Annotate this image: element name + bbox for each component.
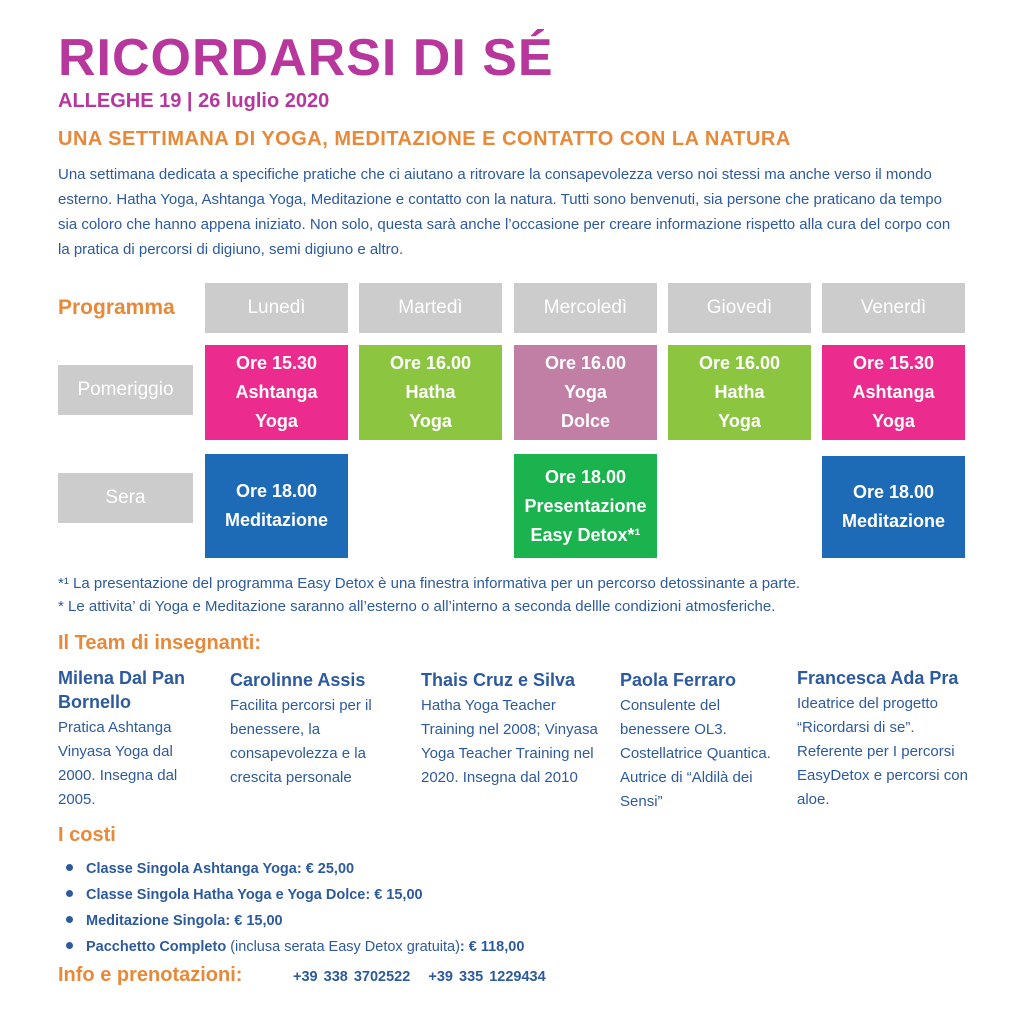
member-name: Milena Dal Pan Bornello bbox=[58, 668, 186, 712]
team-title: Il Team di insegnanti: bbox=[58, 632, 261, 654]
slot-friday-afternoon bbox=[822, 345, 965, 440]
slot-time: Ore 18.00 bbox=[852, 482, 935, 502]
slot-time: Ore 15.30 bbox=[852, 353, 935, 373]
bullet-icon bbox=[66, 864, 73, 871]
page-title: RICORDARSI DI SÉ bbox=[58, 29, 554, 87]
team-member bbox=[797, 666, 973, 812]
slot-time: Ore 16.00 bbox=[544, 353, 627, 373]
slot-monday-evening bbox=[205, 454, 348, 558]
day-header-thursday: Giovedì bbox=[668, 283, 811, 333]
list-item: Classe Singola Ashtanga Yoga: € 25,00 bbox=[66, 856, 524, 882]
slot-time: Ore 16.00 bbox=[389, 353, 472, 373]
slot-time: Ore 16.00 bbox=[698, 353, 781, 373]
member-description: Facilita percorsi per il benessere, la consapevolezza e la crescita personale bbox=[230, 697, 372, 786]
member-name: Paola Ferraro bbox=[620, 670, 737, 690]
slot-wednesday-afternoon bbox=[514, 345, 657, 440]
bullet-icon bbox=[66, 890, 73, 897]
member-description: Hatha Yoga Teacher Training nel 2008; Vinyasa Yoga Teacher Training nel 2020. Insegna dal 2010 bbox=[421, 697, 598, 786]
member-description: Pratica Ashtanga Vinyasa Yoga dal 2000. Insegna dal 2005. bbox=[58, 719, 178, 808]
slot-line: Hatha bbox=[714, 382, 765, 402]
slot-line: Yoga bbox=[255, 411, 298, 431]
slot-line: Yoga bbox=[564, 382, 607, 402]
slot-line: Presentazione bbox=[524, 495, 647, 516]
team-member bbox=[230, 668, 400, 790]
slot-line: Easy Detox*¹ bbox=[530, 524, 641, 545]
member-name: Francesca Ada Pra bbox=[797, 668, 959, 688]
slot-time: Ore 15.30 bbox=[235, 353, 318, 373]
team-member bbox=[58, 666, 206, 812]
info-label: Info e prenotazioni: bbox=[58, 964, 243, 986]
phone-numbers[interactable]: +39 338 3702522 +39 335 1229434 bbox=[293, 969, 546, 985]
costs-title: I costi bbox=[58, 824, 116, 846]
footnote-weather: * Le attivita’ di Yoga e Meditazione saranno all’esterno o all’interno a seconda dellle condizioni atmosferiche. bbox=[58, 598, 776, 615]
list-item: Classe Singola Hatha Yoga e Yoga Dolce: € 15,00 bbox=[66, 882, 524, 908]
day-header-friday: Venerdì bbox=[822, 283, 965, 333]
slot-line: Meditazione bbox=[841, 511, 945, 531]
program-label: Programma bbox=[58, 296, 175, 319]
day-header-tuesday: Martedì bbox=[359, 283, 502, 333]
slot-line: Ashtanga bbox=[852, 382, 935, 402]
slot-line: Meditazione bbox=[224, 510, 328, 530]
member-description: Ideatrice del progetto “Ricordarsi di se”. Referente per I percorsi EasyDetox e percorsi con aloe. bbox=[797, 695, 968, 808]
event-subtitle: ALLEGHE 19 | 26 luglio 2020 bbox=[58, 90, 330, 112]
slot-tuesday-afternoon bbox=[359, 345, 502, 440]
slot-line: Hatha bbox=[405, 382, 456, 402]
team-member bbox=[421, 668, 601, 790]
slot-line: Dolce bbox=[560, 411, 611, 431]
member-name: Thais Cruz e Silva bbox=[421, 670, 576, 690]
costs-list bbox=[66, 856, 524, 960]
member-name: Carolinne Assis bbox=[230, 670, 366, 690]
list-item: Meditazione Singola: € 15,00 bbox=[66, 908, 524, 934]
footnote-detox: *¹ La presentazione del programma Easy Detox è una finestra informativa per un percorso detossinante a parte. bbox=[58, 575, 801, 592]
bullet-icon bbox=[66, 916, 73, 923]
slot-line: Yoga bbox=[409, 411, 452, 431]
list-item: Pacchetto Completo (inclusa serata Easy Detox gratuita): € 118,00 bbox=[66, 934, 524, 960]
event-heading: UNA SETTIMANA DI YOGA, MEDITAZIONE E CONTATTO CON LA NATURA bbox=[58, 128, 791, 150]
slot-line: Yoga bbox=[872, 411, 915, 431]
day-header-monday: Lunedì bbox=[205, 283, 348, 333]
slot-time: Ore 18.00 bbox=[235, 481, 318, 501]
intro-paragraph: Una settimana dedicata a specifiche pratiche che ci aiutano a ritrovare la consapevolezza verso noi stessi ma anche verso il mondo esterno. Hatha Yoga, Ashtanga Yoga, Meditazione e contatto con la natura. Tutti sono benvenuti, sia persone che praticano da tempo sia coloro che hanno appena iniziato. Non solo, questa sarà anche l’occasione per creare informazione rispetto alla cura del corpo con la pratica di percorsi di digiuno, semi digiuno e altro. bbox=[58, 166, 951, 258]
member-description: Consulente del benessere OL3. Costellatrice Quantica. Autrice di “Aldilà dei Sensi” bbox=[620, 697, 771, 810]
slot-wednesday-evening bbox=[514, 454, 657, 558]
day-header-wednesday: Mercoledì bbox=[514, 283, 657, 333]
team-member bbox=[620, 668, 778, 814]
row-label-afternoon: Pomeriggio bbox=[58, 365, 193, 415]
bullet-icon bbox=[66, 942, 73, 949]
slot-monday-afternoon bbox=[205, 345, 348, 440]
slot-thursday-afternoon bbox=[668, 345, 811, 440]
slot-line: Ashtanga bbox=[235, 382, 318, 402]
slot-friday-evening bbox=[822, 456, 965, 558]
slot-line: Yoga bbox=[718, 411, 761, 431]
slot-time: Ore 18.00 bbox=[544, 466, 627, 487]
row-label-evening: Sera bbox=[58, 473, 193, 523]
